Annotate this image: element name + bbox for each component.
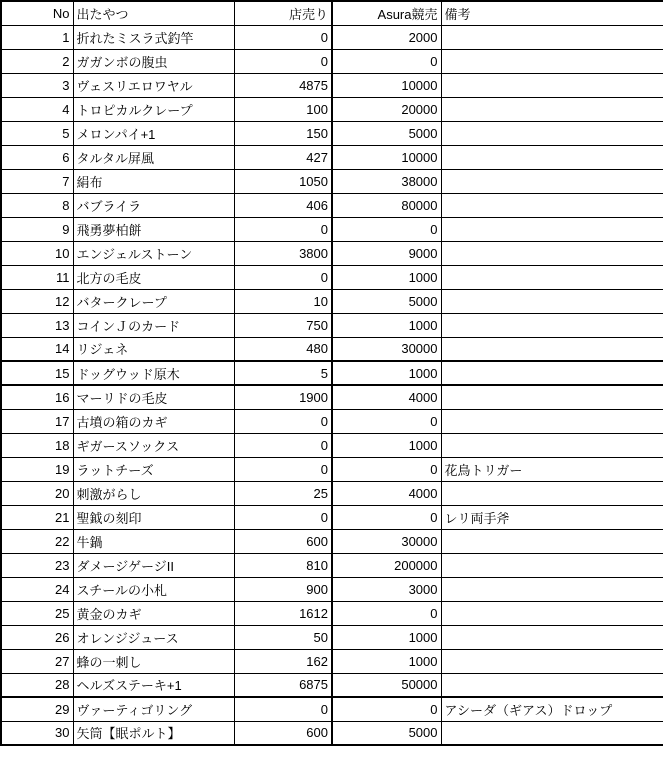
cell-shop-price[interactable]: 1612	[234, 601, 332, 625]
cell-shop-price[interactable]: 0	[234, 265, 332, 289]
table-row	[1, 481, 663, 505]
cell-auction-price[interactable]: 1000	[332, 433, 441, 457]
cell-no[interactable]: 3	[1, 73, 73, 97]
table-row	[1, 25, 663, 49]
cell-no[interactable]: 27	[1, 649, 73, 673]
table-body	[1, 25, 663, 745]
cell-auction-price[interactable]: 30000	[332, 529, 441, 553]
cell-shop-price[interactable]: 0	[234, 697, 332, 721]
cell-auction-price[interactable]: 1000	[332, 625, 441, 649]
cell-shop-price[interactable]: 162	[234, 649, 332, 673]
table-row	[1, 601, 663, 625]
table-row	[1, 673, 663, 697]
table-row	[1, 169, 663, 193]
cell-no[interactable]: 21	[1, 505, 73, 529]
table-row	[1, 241, 663, 265]
cell-shop-price[interactable]: 600	[234, 721, 332, 745]
cell-item[interactable]: コインＪのカード	[73, 313, 234, 337]
cell-item[interactable]: ヴェスリエロワヤル	[73, 73, 234, 97]
header-row	[1, 1, 663, 25]
cell-no[interactable]: 19	[1, 457, 73, 481]
cell-no[interactable]: 26	[1, 625, 73, 649]
cell-no[interactable]: 14	[1, 337, 73, 361]
cell-shop-price[interactable]: 0	[234, 505, 332, 529]
cell-shop-price[interactable]: 10	[234, 289, 332, 313]
cell-auction-price[interactable]: 0	[332, 409, 441, 433]
cell-no[interactable]: 23	[1, 553, 73, 577]
cell-note[interactable]	[441, 289, 663, 313]
cell-auction-price[interactable]: 5000	[332, 721, 441, 745]
cell-item[interactable]: ガガンボの腹虫	[73, 49, 234, 73]
cell-item[interactable]: 絹布	[73, 169, 234, 193]
cell-shop-price[interactable]: 0	[234, 433, 332, 457]
cell-no[interactable]: 2	[1, 49, 73, 73]
cell-note[interactable]	[441, 529, 663, 553]
cell-item[interactable]: リジェネ	[73, 337, 234, 361]
table-row	[1, 721, 663, 745]
table-row	[1, 361, 663, 385]
cell-shop-price[interactable]: 750	[234, 313, 332, 337]
table-row	[1, 649, 663, 673]
cell-no[interactable]: 6	[1, 145, 73, 169]
table-row	[1, 289, 663, 313]
cell-shop-price[interactable]: 50	[234, 625, 332, 649]
cell-item[interactable]: ドッグウッド原木	[73, 361, 234, 385]
cell-note[interactable]	[441, 313, 663, 337]
cell-note[interactable]	[441, 409, 663, 433]
cell-no[interactable]: 11	[1, 265, 73, 289]
cell-item[interactable]: ヴァーティゴリング	[73, 697, 234, 721]
cell-auction-price[interactable]: 1000	[332, 313, 441, 337]
cell-shop-price[interactable]: 100	[234, 97, 332, 121]
cell-item[interactable]: エンジェルストーン	[73, 241, 234, 265]
cell-shop-price[interactable]: 810	[234, 553, 332, 577]
table-row	[1, 97, 663, 121]
cell-shop-price[interactable]: 0	[234, 217, 332, 241]
cell-note[interactable]	[441, 385, 663, 409]
cell-item[interactable]: 北方の毛皮	[73, 265, 234, 289]
cell-no[interactable]: 29	[1, 697, 73, 721]
cell-note[interactable]: レリ両手斧	[441, 505, 663, 529]
cell-auction-price[interactable]: 4000	[332, 481, 441, 505]
cell-item[interactable]: タルタル屏風	[73, 145, 234, 169]
cell-auction-price[interactable]: 30000	[332, 337, 441, 361]
cell-no[interactable]: 5	[1, 121, 73, 145]
cell-auction-price[interactable]: 10000	[332, 73, 441, 97]
cell-auction-price[interactable]: 2000	[332, 25, 441, 49]
table-row	[1, 457, 663, 481]
cell-shop-price[interactable]: 600	[234, 529, 332, 553]
cell-auction-price[interactable]: 1000	[332, 265, 441, 289]
cell-no[interactable]: 9	[1, 217, 73, 241]
cell-shop-price[interactable]: 150	[234, 121, 332, 145]
cell-no[interactable]: 30	[1, 721, 73, 745]
cell-shop-price[interactable]: 406	[234, 193, 332, 217]
table-row	[1, 73, 663, 97]
table-row	[1, 145, 663, 169]
cell-auction-price[interactable]: 3000	[332, 577, 441, 601]
cell-auction-price[interactable]: 38000	[332, 169, 441, 193]
cell-no[interactable]: 8	[1, 193, 73, 217]
cell-note[interactable]	[441, 97, 663, 121]
cell-item[interactable]: ヘルズステーキ+1	[73, 673, 234, 697]
cell-note[interactable]	[441, 337, 663, 361]
cell-item[interactable]: 黄金のカギ	[73, 601, 234, 625]
table-row	[1, 577, 663, 601]
cell-note[interactable]	[441, 193, 663, 217]
table-row	[1, 385, 663, 409]
cell-auction-price[interactable]: 50000	[332, 673, 441, 697]
table-row	[1, 121, 663, 145]
cell-item[interactable]: 飛勇夢柏餅	[73, 217, 234, 241]
cell-auction-price[interactable]: 5000	[332, 121, 441, 145]
table-row	[1, 625, 663, 649]
cell-shop-price[interactable]: 3800	[234, 241, 332, 265]
cell-auction-price[interactable]: 80000	[332, 193, 441, 217]
cell-shop-price[interactable]: 5	[234, 361, 332, 385]
header-item[interactable]: 出たやつ	[73, 1, 234, 25]
cell-auction-price[interactable]: 1000	[332, 649, 441, 673]
cell-note[interactable]	[441, 265, 663, 289]
cell-auction-price[interactable]: 200000	[332, 553, 441, 577]
cell-no[interactable]: 4	[1, 97, 73, 121]
cell-item[interactable]: メロンパイ+1	[73, 121, 234, 145]
cell-note[interactable]	[441, 25, 663, 49]
cell-auction-price[interactable]: 5000	[332, 289, 441, 313]
cell-item[interactable]: ラットチーズ	[73, 457, 234, 481]
cell-auction-price[interactable]: 10000	[332, 145, 441, 169]
cell-shop-price[interactable]: 900	[234, 577, 332, 601]
cell-item[interactable]: 蜂の一刺し	[73, 649, 234, 673]
cell-item[interactable]: オレンジジュース	[73, 625, 234, 649]
cell-note[interactable]	[441, 721, 663, 745]
cell-note[interactable]	[441, 49, 663, 73]
cell-item[interactable]: 牛鍋	[73, 529, 234, 553]
cell-item[interactable]: 古墳の箱のカギ	[73, 409, 234, 433]
header-shop-price[interactable]: 店売り	[234, 1, 332, 25]
cell-auction-price[interactable]: 0	[332, 49, 441, 73]
cell-note[interactable]: アシーダ（ギアス）ドロップ	[441, 697, 663, 721]
cell-note[interactable]	[441, 649, 663, 673]
cell-item[interactable]: スチールの小札	[73, 577, 234, 601]
cell-item[interactable]: トロピカルクレープ	[73, 97, 234, 121]
cell-item[interactable]: バタークレープ	[73, 289, 234, 313]
cell-item[interactable]: ダメージゲージII	[73, 553, 234, 577]
table-row	[1, 265, 663, 289]
cell-shop-price[interactable]: 427	[234, 145, 332, 169]
header-auction-price[interactable]: Asura競売	[332, 1, 441, 25]
cell-item[interactable]: ギガースソックス	[73, 433, 234, 457]
cell-shop-price[interactable]: 0	[234, 49, 332, 73]
cell-no[interactable]: 15	[1, 361, 73, 385]
cell-note[interactable]: 花鳥トリガー	[441, 457, 663, 481]
cell-shop-price[interactable]: 1900	[234, 385, 332, 409]
cell-item[interactable]: バブライラ	[73, 193, 234, 217]
table-row	[1, 553, 663, 577]
cell-no[interactable]: 22	[1, 529, 73, 553]
cell-note[interactable]	[441, 241, 663, 265]
cell-note[interactable]	[441, 553, 663, 577]
cell-no[interactable]: 18	[1, 433, 73, 457]
cell-shop-price[interactable]: 25	[234, 481, 332, 505]
cell-note[interactable]	[441, 625, 663, 649]
cell-no[interactable]: 28	[1, 673, 73, 697]
cell-item[interactable]: 聖鉞の刻印	[73, 505, 234, 529]
cell-auction-price[interactable]: 1000	[332, 361, 441, 385]
cell-item[interactable]: 折れたミスラ式釣竿	[73, 25, 234, 49]
cell-no[interactable]: 7	[1, 169, 73, 193]
cell-auction-price[interactable]: 0	[332, 505, 441, 529]
cell-no[interactable]: 1	[1, 25, 73, 49]
cell-item[interactable]: 刺激がらし	[73, 481, 234, 505]
cell-note[interactable]	[441, 73, 663, 97]
cell-auction-price[interactable]: 20000	[332, 97, 441, 121]
cell-shop-price[interactable]: 0	[234, 409, 332, 433]
cell-note[interactable]	[441, 121, 663, 145]
cell-item[interactable]: 矢筒【眠ポルト】	[73, 721, 234, 745]
cell-note[interactable]	[441, 169, 663, 193]
cell-shop-price[interactable]: 0	[234, 25, 332, 49]
cell-note[interactable]	[441, 145, 663, 169]
table-row	[1, 337, 663, 361]
cell-no[interactable]: 10	[1, 241, 73, 265]
cell-no[interactable]: 13	[1, 313, 73, 337]
cell-auction-price[interactable]: 0	[332, 601, 441, 625]
cell-note[interactable]	[441, 601, 663, 625]
table-row	[1, 697, 663, 721]
cell-no[interactable]: 17	[1, 409, 73, 433]
cell-no[interactable]: 25	[1, 601, 73, 625]
cell-no[interactable]: 12	[1, 289, 73, 313]
cell-note[interactable]	[441, 361, 663, 385]
cell-no[interactable]: 20	[1, 481, 73, 505]
cell-auction-price[interactable]: 4000	[332, 385, 441, 409]
header-no[interactable]: No	[1, 1, 73, 25]
cell-auction-price[interactable]: 0	[332, 217, 441, 241]
cell-shop-price[interactable]: 480	[234, 337, 332, 361]
cell-shop-price[interactable]: 6875	[234, 673, 332, 697]
table-row	[1, 529, 663, 553]
cell-note[interactable]	[441, 217, 663, 241]
table-row	[1, 313, 663, 337]
cell-note[interactable]	[441, 673, 663, 697]
table-row	[1, 193, 663, 217]
table-row	[1, 409, 663, 433]
cell-shop-price[interactable]: 1050	[234, 169, 332, 193]
cell-note[interactable]	[441, 481, 663, 505]
header-note[interactable]: 備考	[441, 1, 663, 25]
cell-shop-price[interactable]: 4875	[234, 73, 332, 97]
cell-no[interactable]: 16	[1, 385, 73, 409]
cell-note[interactable]	[441, 577, 663, 601]
table-row	[1, 505, 663, 529]
cell-auction-price[interactable]: 9000	[332, 241, 441, 265]
table-row	[1, 217, 663, 241]
table-row	[1, 433, 663, 457]
cell-shop-price[interactable]: 0	[234, 457, 332, 481]
cell-auction-price[interactable]: 0	[332, 457, 441, 481]
cell-item[interactable]: マーリドの毛皮	[73, 385, 234, 409]
table-row	[1, 49, 663, 73]
cell-note[interactable]	[441, 433, 663, 457]
cell-no[interactable]: 24	[1, 577, 73, 601]
cell-auction-price[interactable]: 0	[332, 697, 441, 721]
